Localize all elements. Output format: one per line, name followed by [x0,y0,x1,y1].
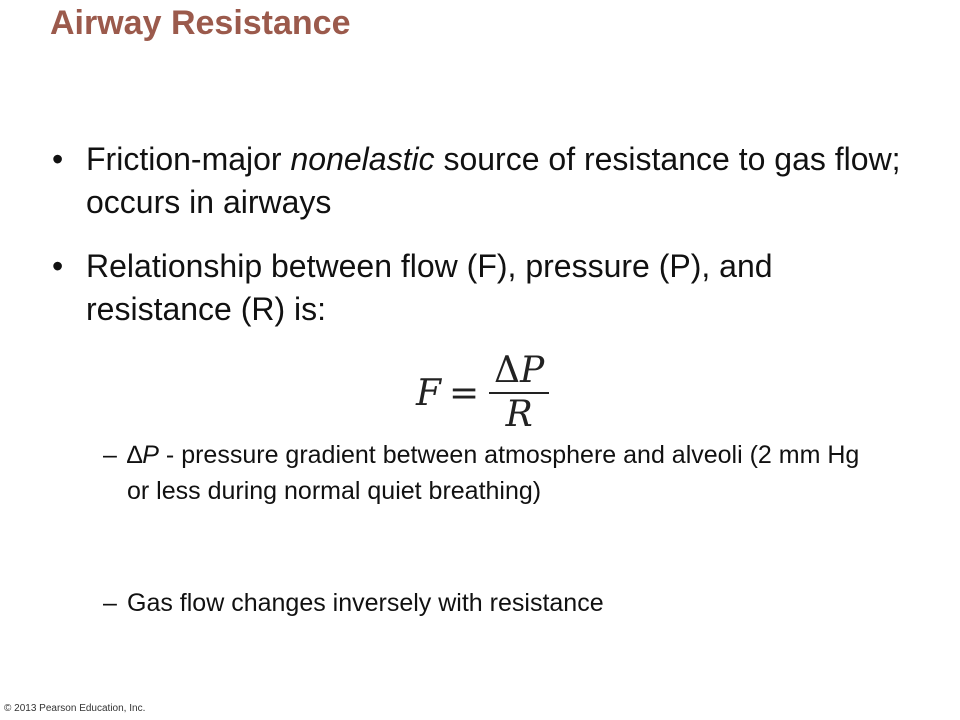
sub-bullet-text: Gas flow changes inversely with resistance [127,589,604,617]
formula-denominator: R [505,394,533,435]
bullet-text-before: Friction-major [86,141,291,177]
sub-bullet-text [127,437,883,509]
slide-title: Airway Resistance [50,4,351,42]
sub-bullet-description: - pressure gradient between atmosphere and alveoli (2 mm Hg or less during normal quiet breathing) [127,441,860,505]
copyright-footer: © 2013 Pearson Education, Inc. [4,703,146,714]
delta-var: P [142,441,159,469]
sub-bullet-gas-flow [103,585,883,621]
flow-formula [416,352,549,434]
formula-numerator [490,352,548,390]
sub-bullet-marker: – [103,589,117,617]
bullet-text: Relationship between flow (F), pressure (P), and resistance (R) is: [86,248,773,327]
formula-fraction [489,352,549,434]
formula-numerator-var: P [520,350,545,391]
bullet-emphasis: nonelastic [290,141,435,177]
formula-equals: = [448,372,480,414]
formula-delta: Δ [494,350,521,391]
sub-bullet-marker: – [103,441,117,469]
bullet-friction [52,138,922,224]
bullet-text [86,138,922,224]
bullet-relationship [52,245,922,331]
delta-symbol: ∆ [127,441,143,469]
sub-bullet-pressure-gradient [103,437,883,509]
bullet-marker: • [52,141,64,177]
bullet-marker: • [52,248,64,284]
bullet-text-after: source of resistance to gas flow; occurs in airways [86,141,901,220]
formula-lhs: F [416,372,441,414]
